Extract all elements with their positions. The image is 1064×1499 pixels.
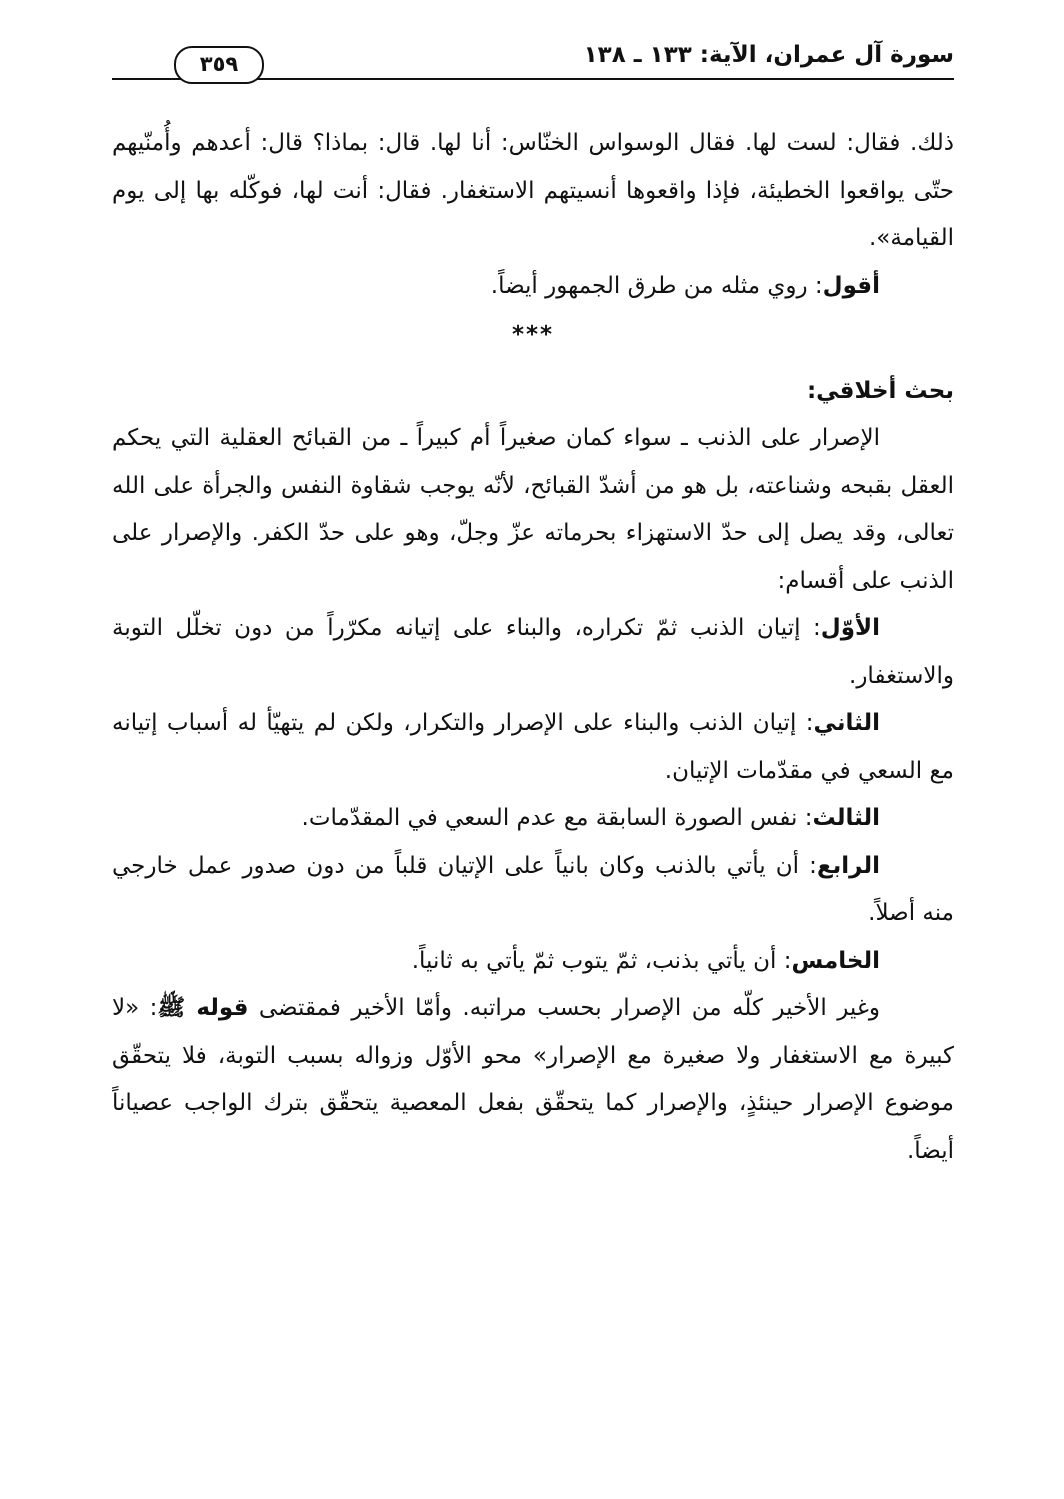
page-body [112,120,954,1175]
item-text-second: : إتيان الذنب والبناء على الإصرار والتكرار، ولكن لم يتهيّأ له أسباب إتيانه مع السعي في مقدّمات الإتيان. [112,710,954,784]
paragraph-aqul [112,263,954,311]
page-header [112,38,954,82]
paragraph-insistence: الإصرار على الذنب ـ سواء كمان صغيراً أم كبيراً ـ من القبائح العقلية التي يحكم العقل بقبحه وشناعته، بل هو من أشدّ القبائح، لأنّه يوجب شقاوة النفس والجرأة على الله تعالى، وقد يصل إلى حدّ الاستهزاء بحرماته عزّ وجلّ، وهو على حدّ الكفر. والإصرار على الذنب على أقسام: [112,425,954,594]
item-label-third: الثالث [812,805,880,831]
running-title: سورة آل عمران، الآية: ١٣٣ ـ ١٣٨ [583,42,954,68]
aqul-label: أقول [822,272,880,299]
section-separator: *** [511,322,555,348]
item-text-third: : نفس الصورة السابقة مع عدم السعي في المقدّمات. [301,805,813,831]
aqul-text: : روي مثله من طرق الجمهور أيضاً. [490,272,823,299]
list-item-third [112,795,954,843]
section-title: بحث أخلاقي: [806,377,954,404]
item-label-first: الأوّل [820,615,880,641]
item-label-fifth: الخامس [791,947,880,974]
item-label-fourth: الرابع [816,852,880,879]
page-number: ٣٥٩ [174,46,264,84]
list-item-first [112,605,954,700]
conclusion-rest: : «لا كبيرة مع الاستغفار ولا صغيرة مع الإصرار» محو الأوّل وزواله بسبب التوبة، فلا يتحقّق موضوع الإصرار حينئذٍ، والإصرار كما يتحقّق بفعل المعصية يتحقّق بترك الواجب عصياناً أيضاً. [112,995,954,1164]
list-item-second [112,700,954,795]
conclusion-start: وغير الأخير كلّه من الإصرار بحسب مراتبه. وأمّا الأخير فمقتضى [258,995,881,1021]
item-text-fourth: : أن يأتي بالذنب وكان بانياً على الإتيان قلباً من دون صدور عمل خارجي منه أصلاً. [112,852,954,926]
list-item-fourth [112,843,954,938]
item-label-second: الثاني [813,710,880,736]
hadith-label: قوله ﷺ [157,995,249,1021]
item-text-fifth: : أن يأتي بذنب، ثمّ يتوب ثمّ يأتي به ثانياً. [411,947,792,974]
list-item-fifth [112,938,954,986]
item-text-first: : إتيان الذنب ثمّ تكراره، والبناء على إتيانه مكرّراً من دون تخلّل التوبة والاستغفار. [112,615,954,689]
paragraph-hadith-end: ذلك. فقال: لست لها. فقال الوسواس الخنّاس: أنا لها. قال: بماذا؟ قال: أعدهم وأُمنّيهم حتّى يواقعوا الخطيئة، فإذا واقعوها أنسيتهم الاستغفار. فقال: أنت لها، فوكّله بها إلى يوم القيامة». [112,130,954,251]
paragraph-conclusion [112,985,954,1175]
